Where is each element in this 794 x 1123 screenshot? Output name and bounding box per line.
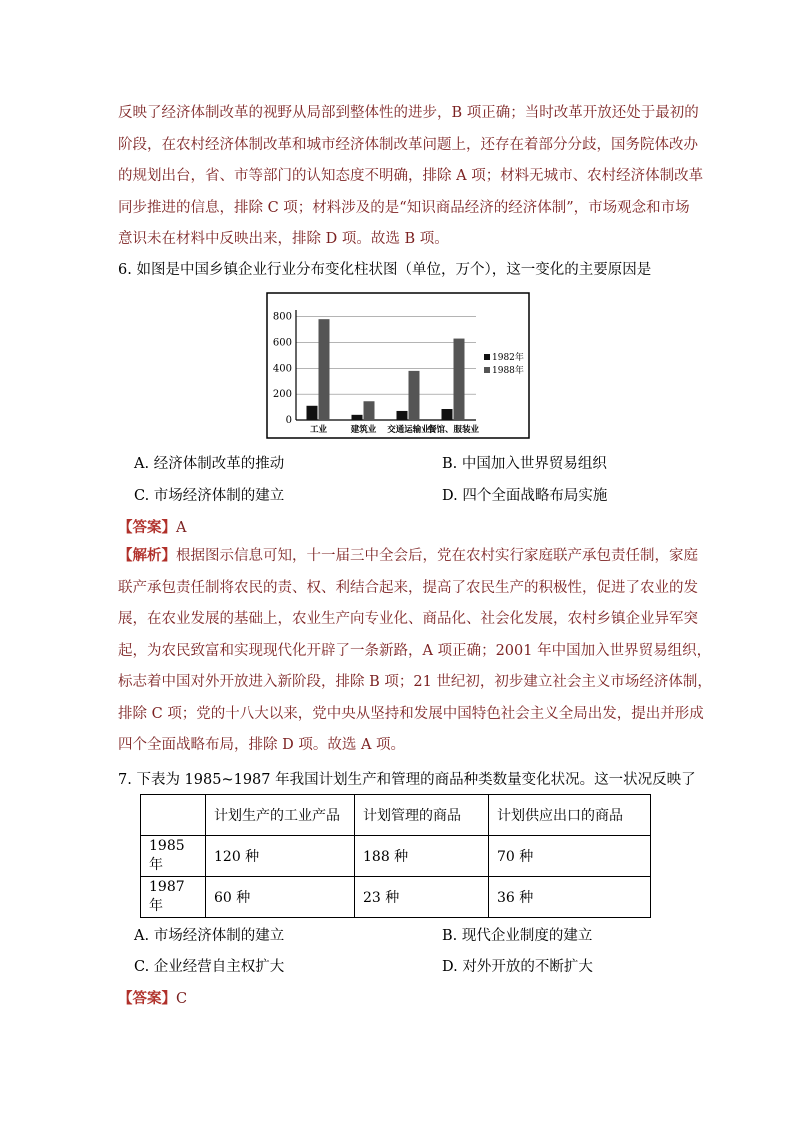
option-d[interactable]: D. 对外开放的不断扩大 — [442, 959, 593, 975]
option-a[interactable]: A. 经济体制改革的推动 — [134, 456, 285, 472]
bar-1988年-工业 — [319, 319, 330, 420]
option-c[interactable]: C. 企业经营自主权扩大 — [134, 959, 285, 975]
question-7-stem: 7. 下表为 1985~1987 年我国计划生产和管理的商品种类数量变化状况。这一状况反映了 — [118, 772, 696, 788]
table-cell — [141, 795, 206, 836]
table-header: 计划供应出口的商品 — [489, 795, 651, 836]
legend-swatch-1988 — [484, 367, 490, 373]
bar-1988年-建筑业 — [364, 401, 375, 420]
text-line: 意识未在材料中反映出来，排除 D 项。故选 B 项。 — [118, 231, 449, 247]
x-tick-label: 交通运输业 — [387, 425, 430, 435]
text-line: 同步推进的信息，排除 C 项；材料涉及的是“知识商品经济的经济体制”，市场观念和市场 — [118, 199, 690, 216]
text-line: 的规划出台，省、市等部门的认知态度不明确，排除 A 项；材料无城市、农村经济体制改革 — [118, 168, 704, 184]
bar-chart — [266, 292, 530, 439]
x-tick-label: 工业 — [309, 425, 328, 435]
answer-tag: 【答案】 — [118, 990, 176, 1007]
bar-1982年-交通运输业 — [397, 411, 408, 420]
answer-tag: 【答案】 — [118, 519, 176, 536]
text-line: 标志着中国对外开放进入新阶段，排除 B 项；21 世纪初，初步建立社会主义市场经济体制， — [118, 674, 712, 690]
legend-label-1982: 1982年 — [492, 353, 524, 363]
option-a[interactable]: A. 市场经济体制的建立 — [134, 928, 285, 944]
answer-value: A — [176, 520, 187, 536]
table-cell: 23 种 — [355, 877, 489, 918]
option-c[interactable]: C. 市场经济体制的建立 — [134, 488, 285, 504]
table-cell: 1987 年 — [141, 877, 206, 918]
x-tick-label: 餐馆、服装业 — [427, 425, 480, 435]
bar-1982年-建筑业 — [352, 415, 363, 420]
y-tick-label: 800 — [272, 311, 292, 323]
table-header-row — [141, 795, 651, 836]
table-cell: 70 种 — [489, 836, 651, 877]
analysis-continuation — [118, 98, 704, 256]
table-row — [141, 877, 651, 918]
bar-1982年-工业 — [307, 406, 318, 420]
question-6-stem: 6. 如图是中国乡镇企业行业分布变化柱状图（单位，万个），这一变化的主要原因是 — [118, 262, 652, 278]
analysis-q6 — [118, 540, 712, 762]
answer-value: C — [176, 991, 188, 1007]
table-cell: 188 种 — [355, 836, 489, 877]
y-tick-label: 400 — [272, 363, 292, 375]
table-cell: 36 种 — [489, 877, 651, 918]
text-line: 四个全面战略布局，排除 D 项。故选 A 项。 — [118, 737, 406, 753]
table-cell: 120 种 — [206, 836, 355, 877]
table-row — [141, 836, 651, 877]
x-tick-label: 建筑业 — [350, 425, 377, 435]
data-table — [140, 794, 651, 918]
text-line: 反映了经济体制改革的视野从局部到整体性的进步，B 项正确；当时改革开放还处于最初的 — [118, 105, 699, 121]
text-line: 阶段，在农村经济体制改革和城市经济体制改革问题上，还存在着部分分歧，国务院体改办 — [118, 136, 698, 153]
text-line: 展，在农业发展的基础上，农业生产向专业化、商品化、社会化发展，农村乡镇企业异军突 — [118, 611, 698, 627]
analysis-tag: 【解析】 — [118, 547, 176, 564]
table-header: 计划管理的商品 — [355, 795, 489, 836]
answer-line — [118, 516, 186, 537]
text-line: 起，为农民致富和实现现代化开辟了一条新路，A 项正确；2001 年中国加入世界贸易组织， — [118, 642, 712, 659]
y-tick-label: 600 — [272, 337, 292, 349]
table-cell: 1985 年 — [141, 836, 206, 877]
legend-swatch-1982 — [484, 354, 490, 360]
text-line: 【解析】根据图示信息可知，十一届三中全会后，党在农村实行家庭联产承包责任制，家庭 — [118, 547, 698, 564]
option-b[interactable]: B. 中国加入世界贸易组织 — [442, 456, 607, 472]
legend-label-1988: 1988年 — [492, 366, 524, 376]
answer-line — [118, 987, 187, 1008]
option-d[interactable]: D. 四个全面战略布局实施 — [442, 488, 608, 504]
y-tick-label: 0 — [285, 415, 292, 426]
text-line: 排除 C 项；党的十八大以来，党中央从坚持和发展中国特色社会主义全局出发，提出并形成 — [118, 705, 704, 722]
bar-1982年-餐馆、服装业 — [442, 409, 453, 420]
bar-1988年-交通运输业 — [409, 371, 420, 420]
option-b[interactable]: B. 现代企业制度的建立 — [442, 928, 593, 944]
table-cell: 60 种 — [206, 877, 355, 918]
text-line: 联产承包责任制将农民的责、权、利结合起来，提高了农民生产的积极性，促进了农业的发 — [118, 579, 698, 596]
table-header: 计划生产的工业产品 — [206, 795, 355, 836]
bar-1988年-餐馆、服装业 — [454, 339, 465, 420]
y-tick-label: 200 — [272, 389, 292, 401]
